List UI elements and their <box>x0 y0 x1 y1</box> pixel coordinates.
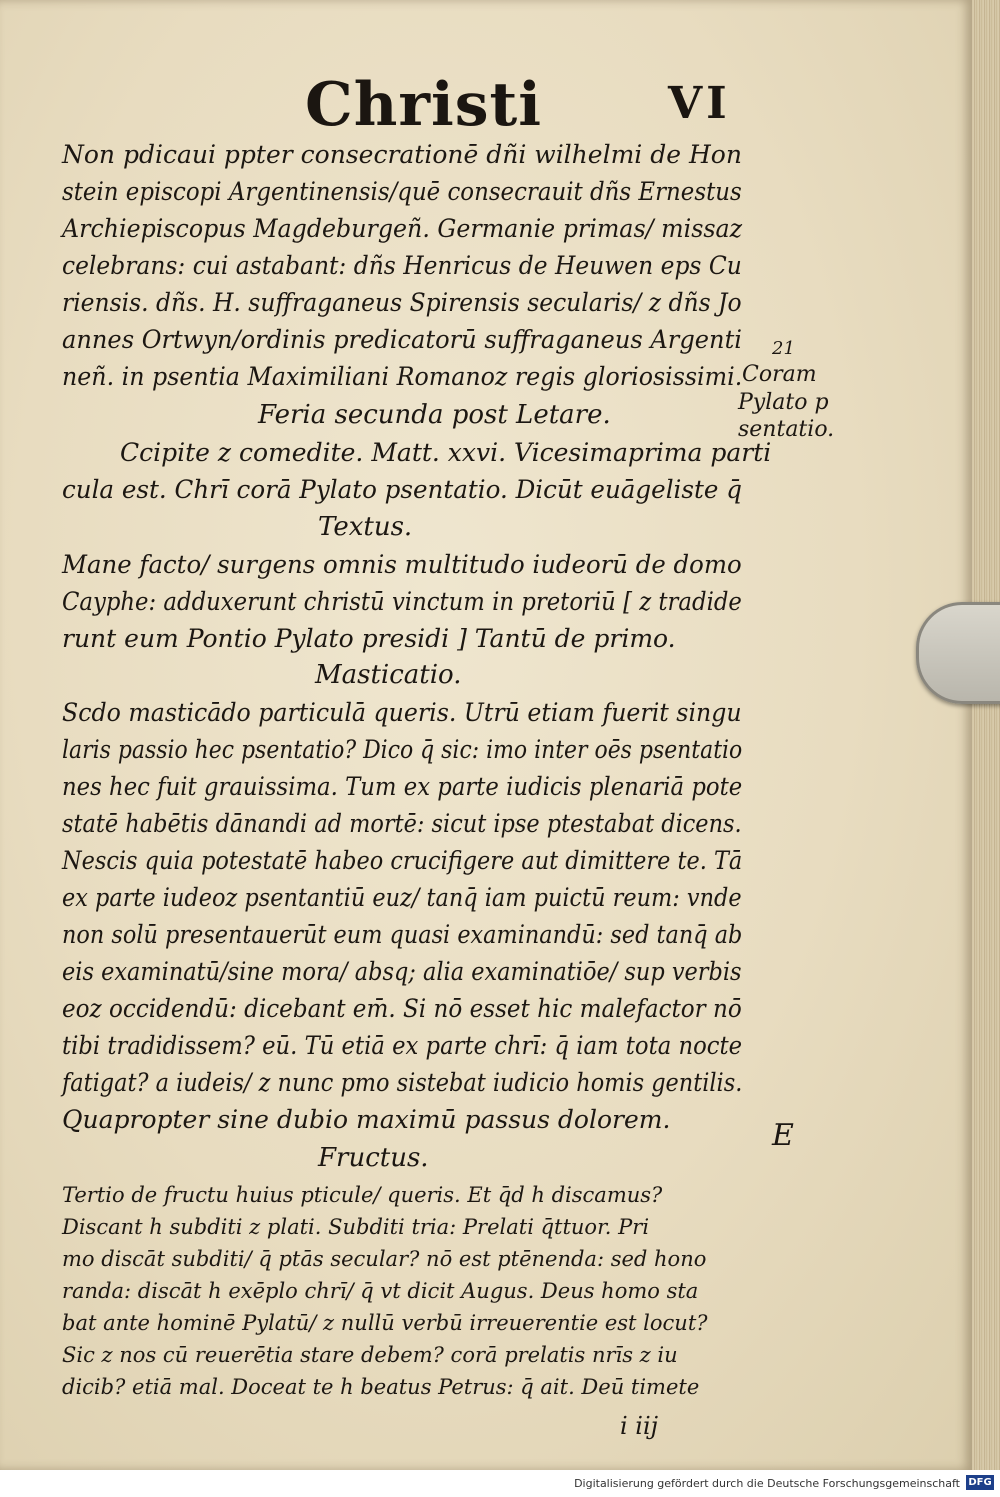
margin-note-line: sentatio. <box>738 417 835 442</box>
text-line: celebrans: cui astabant: dñs Henricus de Heuwen eps Cu <box>62 251 742 280</box>
margin-note-line: Coram <box>742 362 817 387</box>
folio-number: VI <box>668 78 731 129</box>
footer-credit: Digitalisierung gefördert durch die Deutsche Forschungsgemeinschaft <box>574 1477 960 1490</box>
section-heading: Textus. <box>318 512 413 542</box>
text-line: stein episcopi Argentinensis/quē consecrauit dñs Ernestus <box>62 177 742 206</box>
text-line: annes Ortwyn/ordinis predicatorū suffraganeus Argenti <box>62 325 742 354</box>
text-line: runt eum Pontio Pylato presidi ] Tantū de primo. <box>62 624 676 653</box>
signature-mark: i iij <box>620 1412 659 1440</box>
text-line: ex parte iudeoz psentantiū euz/ tanq̄ iam puictū reum: vnde <box>62 883 742 912</box>
text-line: cula est. Chrī corā Pylato psentatio. Dicūt euāgeliste q̄ <box>62 475 742 504</box>
text-line: Mane facto/ surgens omnis multitudo iudeorū de domo <box>62 550 742 579</box>
section-heading: Feria secunda post Letare. <box>258 400 611 430</box>
page-clip <box>916 602 1000 704</box>
text-line: bat ante hominē Pylatū/ z nullū verbū irreuerentie est locut? <box>62 1311 708 1335</box>
text-line: dicib? etiā mal. Doceat te h beatus Petrus: q̄ ait. Deū timete <box>62 1375 700 1399</box>
text-line: eoz occidendū: dicebant em̄. Si nō esset hic malefactor nō <box>62 994 742 1023</box>
footer-bar <box>0 1470 1000 1497</box>
text-line: Scdo masticādo particulā queris. Utrū etiam fuerit singu <box>62 698 742 727</box>
text-line: Archiepiscopus Magdeburgeñ. Germanie primas/ missaz <box>62 214 743 243</box>
text-line: mo discāt subditi/ q̄ ptās secular? nō est ptēnenda: sed hono <box>62 1247 707 1271</box>
text-line: randa: discāt h exēplo chrī/ q̄ vt dicit Augus. Deus homo sta <box>62 1279 699 1303</box>
margin-note-number: 21 <box>772 338 795 359</box>
text-line: neñ. in psentia Maximiliani Romanoz regis gloriosissimi. <box>62 362 743 391</box>
text-line: eis examinatū/sine mora/ absq; alia examinatiōe/ sup verbis <box>62 957 742 986</box>
text-line: Sic z nos cū reuerētia stare debem? corā prelatis nrīs z iu <box>62 1343 678 1367</box>
text-line: Discant h subditi z plati. Subditi tria: Prelati q̄ttuor. Pri <box>62 1215 650 1239</box>
dfg-logo-icon: DFG <box>966 1475 994 1490</box>
text-line: non solū presentauerūt eum quasi examinandū: sed tanq̄ ab <box>62 920 743 949</box>
text-line: Ccipite z comedite. Matt. xxvi. Vicesimaprima parti <box>120 438 772 467</box>
text-line: fatigat? a iudeis/ z nunc pmo sistebat iudicio homis gentilis. <box>62 1068 743 1097</box>
margin-note-line: Pylato p <box>738 390 829 415</box>
running-head: Christi <box>305 70 543 140</box>
text-line: Cayphe: adduxerunt christū vinctum in pretoriū [ z tradide <box>62 587 742 616</box>
section-heading: Masticatio. <box>315 660 462 690</box>
text-line: Quapropter sine dubio maximū passus dolorem. <box>62 1105 671 1134</box>
text-line: statē habētis dānandi ad mortē: sicut ipse ptestabat dicens. <box>62 809 742 838</box>
text-line: nes hec fuit grauissima. Tum ex parte iudicis plenariā pote <box>62 772 743 801</box>
text-line: laris passio hec psentatio? Dico q̄ sic: imo inter oēs psentatio <box>62 735 743 764</box>
text-line: Tertio de fructu huius pticule/ queris. Et q̄d h discamus? <box>62 1183 663 1207</box>
text-line: Nescis quia potestatē habeo crucifigere aut dimittere te. Tā <box>62 846 743 875</box>
text-line: Non pdicaui ppter consecrationē dñi wilhelmi de Hon <box>62 140 742 169</box>
text-line: riensis. dñs. H. suffraganeus Spirensis secularis/ z dñs Jo <box>62 288 742 317</box>
margin-letter: E <box>772 1118 794 1153</box>
text-line: tibi tradidissem? eū. Tū etiā ex parte chrī: q̄ iam tota nocte <box>62 1031 742 1060</box>
section-heading: Fructus. <box>318 1143 429 1173</box>
